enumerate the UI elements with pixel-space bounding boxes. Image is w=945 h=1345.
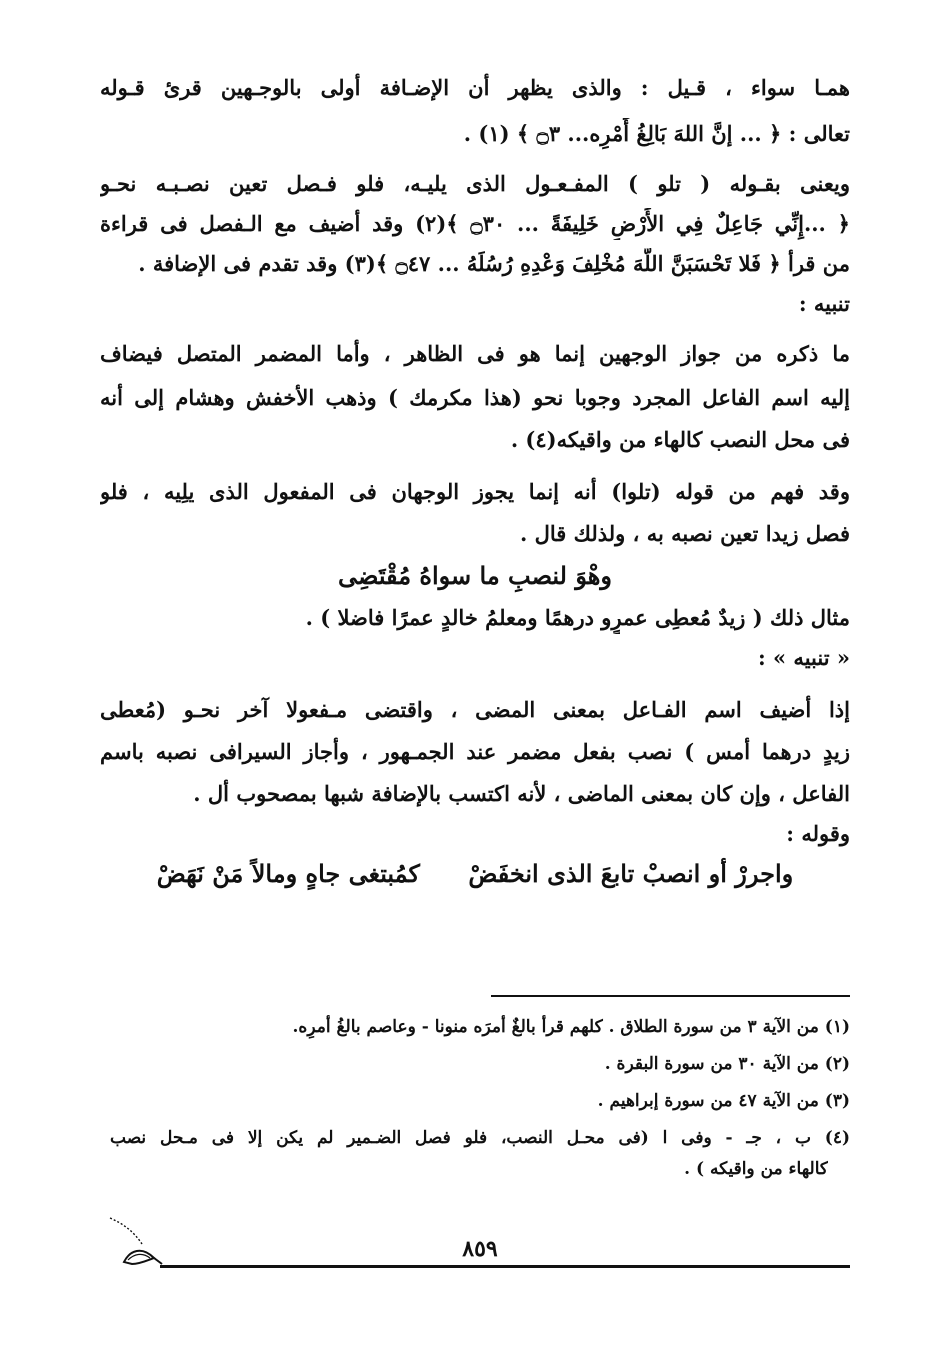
footnote-4: (٤) ب ، جـ - وفى ا (فى محـل النصب، فلو فصل الضـمير لم يكن إلا فى مـحل نصب (110, 1128, 850, 1148)
main-text (100, 72, 850, 894)
paragraph-5-line-3: الفاعل ، وإن كان بمعنى الماضى ، لأنه اكتسب بالإضافة شبها بمصحوب أل . (193, 781, 850, 806)
footnote-3: (٣) من الآية ٤٧ من سورة إبراهيم . (597, 1091, 850, 1111)
footnote-divider (491, 995, 850, 997)
footnotes (110, 1012, 850, 1185)
paragraph-1-line-2: تعالى : ﴿ ... إنَّ اللهَ بَالِغُ أَمْرِه... ۝٣ ﴾ (١) . (463, 121, 850, 146)
footnote-2: (٢) من الآية ٣٠ من سورة البقرة . (604, 1054, 850, 1074)
paragraph-3-line-2: إليه اسم الفاعل المجرد وجوبا نحو (هذا مكرمك ) وذهب الأخفش وهشام إلى أنه (100, 385, 850, 410)
verse-hemistich-2: كمُبتغى جاهٍ ومالاً مَنْ نَهَضْ (156, 859, 420, 888)
verse-line-1: وهْوَ لنصبِ ما سواهُ مُقْتَضِى (338, 561, 612, 590)
verse-hemistich-1: واجررْ أو انصبْ تابعَ الذى انخفَضْ (468, 859, 794, 888)
paragraph-3-line-1: ما ذكره من جواز الوجهين إنما هو فى الظاهر ، وأما المضمر المتصل فيضاف (100, 341, 850, 366)
paragraph-2-line-3: من قرأ ﴿ فَلا تَحْسَبَنَّ اللَّهَ مُخْلِفَ وَعْدِهِ رُسُلَهُ ... ۝٤٧ ﴾(٣) وقد تقدم فى الإضافة . (138, 251, 850, 276)
example-line: مثال ذلك ( زيدٌ مُعطِى عمرٍو درهمًا ومعلمُ خالدٍ عمرًا فاضلا ) . (305, 605, 850, 630)
paragraph-3-line-3: فى محل النصب كالهاء من واقيكه(٤) . (510, 427, 850, 452)
paragraph-4-line-1: وقد فهم من قوله (تلوا) أنه إنما يجوز الوجهان فى المفعول الذى يلِيه ، فلو (100, 479, 850, 504)
paragraph-1-line-1: همـا سواء ، قـيل : والذى يظهر أن الإضـافة أولى بالوجـهين قرئ قـوله (100, 75, 850, 100)
heading-tanbih-1: تنبيه : (798, 291, 850, 316)
paragraph-5-line-1: إذا أضيف اسم الفـاعل بمعنى المضى ، واقتضى مـفعولا آخر نحـو (مُعطى (100, 697, 850, 722)
paragraph-5-line-2: زيدٍ درهما أمس ) نصب بفعل مضمر عند الجمـهور ، وأجاز السيرافى نصبه باسم (100, 739, 850, 764)
footer-rule (160, 1265, 850, 1268)
paragraph-2-line-2: ﴿ ...إِنِّي جَاعِلٌ فِي الأَرْضِ خَلِيفَةً ... ۝٣٠ ﴾(٢) وقد أضيف مع الـفصل فى قراءة (100, 211, 850, 236)
quill-ornament-icon (104, 1214, 164, 1270)
heading-tanbih-2: « تنبيه » : (757, 645, 850, 670)
footnote-1: (١) من الآية ٣ من سورة الطلاق . كلهم قرأ بالغٌ أمرَه منونا - وعاصم بالغُ أمرِه. (292, 1017, 850, 1037)
intro-line: وقوله : (786, 821, 850, 846)
footnote-4-continued: كالهاء من واقيكه ) . (684, 1159, 828, 1179)
page-number: ٨٥٩ (462, 1236, 498, 1262)
verse-line-2 (100, 854, 850, 894)
paragraph-4-line-2: فصل زيدا تعين نصبه به ، ولذلك قال . (520, 521, 850, 546)
paragraph-2-line-1: ويعنى بقـوله ( تلو ) المفـعـول الذى يليـه، فلو فـصل تعين نصـبـه نحـو (100, 171, 850, 196)
